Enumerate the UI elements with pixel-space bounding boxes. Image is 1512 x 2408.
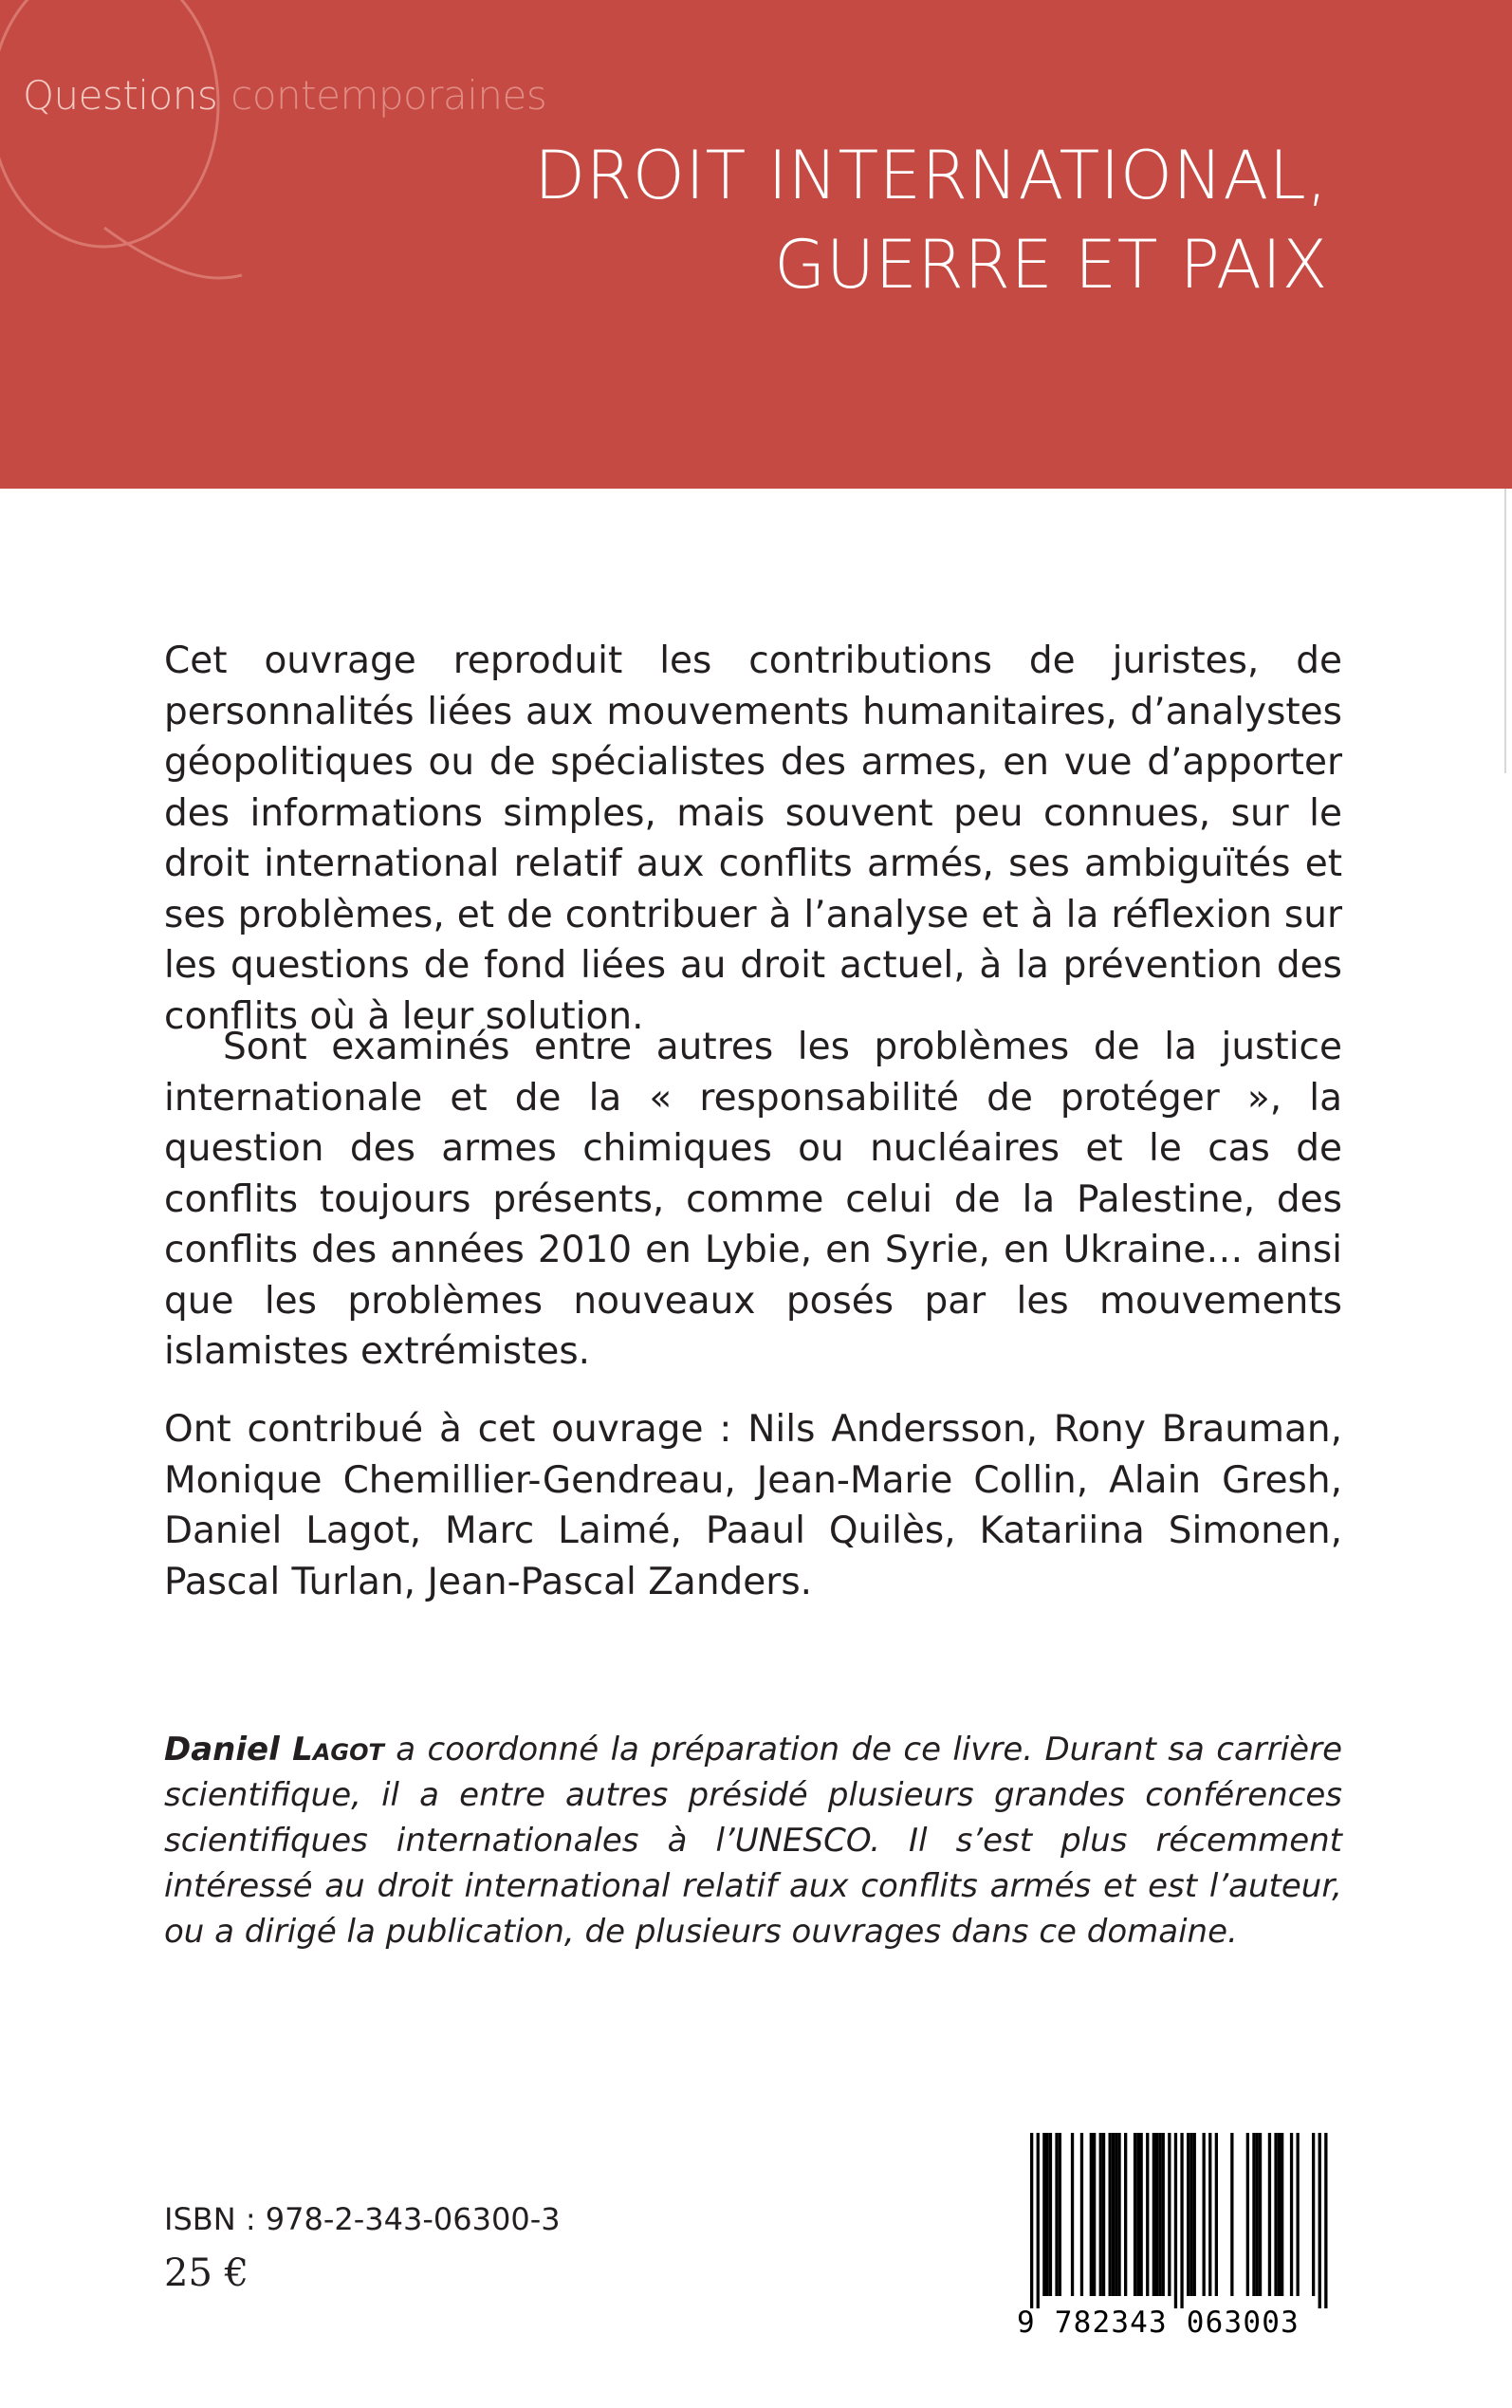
barcode-bar — [1174, 2133, 1177, 2308]
barcode-bar — [1162, 2133, 1165, 2296]
barcode-bar — [1246, 2133, 1249, 2296]
book-title-line-2: GUERRE ET PAIX — [774, 226, 1328, 304]
isbn-label: ISBN : 978-2-343-06300-3 — [164, 2201, 561, 2237]
barcode-bar — [1281, 2133, 1283, 2296]
spine-edge-rule — [1504, 489, 1506, 773]
series-word-questions: Questions — [23, 72, 218, 119]
barcode-bar — [1324, 2133, 1327, 2308]
barcode-bar — [1042, 2133, 1045, 2296]
barcode-bar — [1152, 2133, 1155, 2296]
barcode-bar — [1146, 2133, 1149, 2296]
price-label: 25 € — [164, 2251, 249, 2295]
cover-banner — [0, 0, 1512, 489]
author-bio-text: a coordonné la préparation de ce livre. Durant sa carrière scientifique, il a entre autres présidé plusieurs grandes conférences scientifiques internationales à l’UNESCO. Il s’est plus récemment intéressé au droit international relatif aux conflits armés et est l’auteur, ou a dirigé la publication, de plusieurs ouvrages dans ce domaine. — [164, 1731, 1342, 1951]
barcode-bar — [1109, 2133, 1112, 2296]
barcode-bar — [1134, 2133, 1136, 2296]
author-bio — [164, 1727, 1342, 1954]
barcode-bar — [1180, 2133, 1183, 2308]
series-word-contemporaines: contemporaines — [230, 72, 547, 119]
blurb-paragraph-2: Sont examinés entre autres les problèmes de la justice internationale et de la « responsabilité de protéger », la question des armes chimiques ou nucléaires et le cas de conflits toujours présents, comme celui de la Palestine, des conflits des années 2010 en Lybie, en Syrie, en Ukraine… ainsi que les problèmes nouveaux posés par les mouvements islamistes extrémistes. — [164, 1026, 1342, 1373]
barcode-bar — [1155, 2133, 1158, 2296]
barcode-bar — [1158, 2133, 1161, 2296]
barcode-bar — [1090, 2133, 1093, 2296]
barcode-bar — [1215, 2133, 1218, 2296]
series-name — [23, 72, 546, 119]
barcode-bar — [1189, 2133, 1192, 2296]
author-first-name: Daniel — [164, 1731, 280, 1769]
barcode-bar — [1187, 2133, 1189, 2296]
barcode-bar — [1318, 2133, 1321, 2308]
author-name — [164, 1731, 384, 1769]
barcode-bar — [1046, 2133, 1049, 2296]
barcode-bar — [1193, 2133, 1196, 2296]
barcode-bar — [1136, 2133, 1139, 2296]
barcode — [1013, 2133, 1337, 2343]
barcode-bar — [1312, 2133, 1315, 2296]
blurb-paragraph-1: Cet ouvrage reproduit les contributions de juristes, de personnalités liées aux mouvements humanitaires, d’analystes géopolitiques ou de spécialistes des armes, en vue d’apporter des informations simples, mais souvent peu connues, sur le droit international relatif aux conflits armés, ses ambiguïtés et ses problèmes, et de contribuer à l’analyse et à la réflexion sur les questions de fond liées au droit actuel, à la prévention des conflits où à leur solution. — [164, 639, 1342, 1038]
barcode-bar — [1278, 2133, 1281, 2296]
barcode-bar — [1124, 2133, 1127, 2296]
barcode-bar — [1117, 2133, 1120, 2296]
barcode-bar — [1112, 2133, 1115, 2296]
barcode-bar — [1059, 2133, 1061, 2296]
barcode-bar — [1080, 2133, 1083, 2296]
barcode-bar — [1259, 2133, 1262, 2296]
barcode-bar — [1030, 2133, 1033, 2308]
barcode-bar — [1290, 2133, 1293, 2296]
series-q-logo — [0, 0, 247, 304]
barcode-bar — [1093, 2133, 1096, 2296]
barcode-bar — [1297, 2133, 1300, 2296]
barcode-bars — [1013, 2133, 1337, 2308]
barcode-bar — [1099, 2133, 1102, 2296]
barcode-bar — [1071, 2133, 1074, 2296]
barcode-bar — [1049, 2133, 1052, 2296]
barcode-bar — [1274, 2133, 1277, 2296]
barcode-bar — [1208, 2133, 1211, 2296]
barcode-bar — [1268, 2133, 1271, 2296]
book-title — [534, 131, 1328, 309]
barcode-bar — [1037, 2133, 1040, 2308]
barcode-bar — [1256, 2133, 1259, 2296]
barcode-bar — [1102, 2133, 1105, 2296]
barcode-bar — [1203, 2133, 1206, 2296]
barcode-bar — [1115, 2133, 1117, 2296]
barcode-bar — [1168, 2133, 1171, 2296]
book-title-line-1: DROIT INTERNATIONAL, — [534, 137, 1328, 214]
barcode-bar — [1252, 2133, 1255, 2296]
barcode-bar — [1230, 2133, 1233, 2296]
author-last-name: Lagot — [292, 1731, 384, 1769]
barcode-digits: 9 782343 063003 — [1017, 2306, 1300, 2340]
barcode-bar — [1055, 2133, 1058, 2296]
barcode-bar — [1140, 2133, 1143, 2296]
contributors-paragraph: Ont contribué à cet ouvrage : Nils Andersson, Rony Brauman, Monique Chemillier-Gendreau, Jean-Marie Collin, Alain Gresh, Daniel Lagot, Marc Laimé, Paaul Quilès, Katariina Simonen, Pascal Turlan, Jean-Pascal Zanders. — [164, 1408, 1342, 1603]
